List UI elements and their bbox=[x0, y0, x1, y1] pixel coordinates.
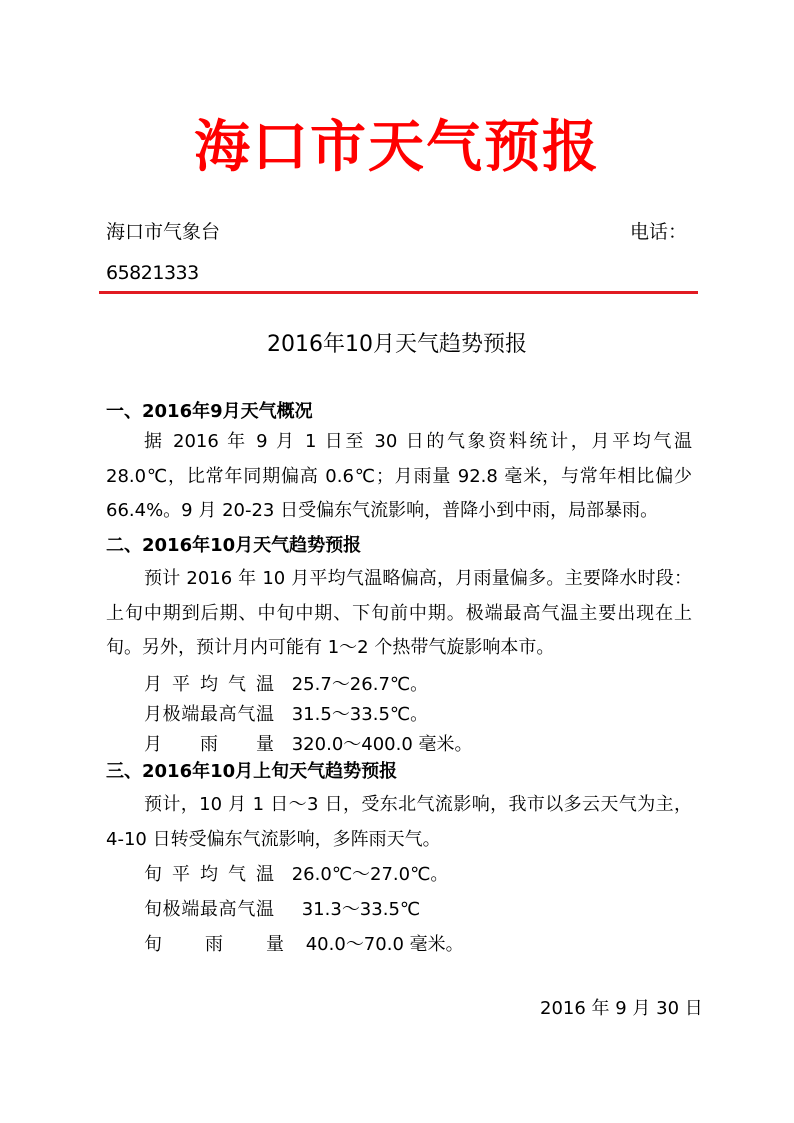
section-1-body: 据 2016 年 9 月 1 日至 30 日的气象资料统计，月平均气温 28.0℃，比常年同期偏高 0.6℃；月雨量 92.8 毫米，与常年相比偏少 66.4%。9 月 20-23 日受偏东气流影响，普降小到中雨，局部暴雨。 bbox=[106, 431, 692, 521]
stat-value: 31.3～33.5℃ bbox=[301, 899, 421, 920]
section-2-heading: 二、2016年10月天气趋势预报 bbox=[106, 535, 362, 556]
section-1-heading: 一、2016年9月天气概况 bbox=[106, 401, 313, 422]
stat-label: 月极端最高气温 bbox=[144, 704, 274, 725]
page-title: 海口市天气预报 bbox=[194, 115, 600, 180]
section-3-body: 预计，10 月 1 日～3 日，受东北气流影响，我市以多云天气为主，4-10 日转受偏东气流影响，多阵雨天气。 bbox=[106, 794, 692, 850]
stat-monthly-max-temp bbox=[144, 701, 428, 729]
section-2-body: 预计 2016 年 10 月平均气温略偏高，月雨量偏多。主要降水时段：上旬中期到后期、中旬中期、下旬前中期。极端最高气温主要出现在上旬。另外，预计月内可能有 1～2 个热带气旋影响本市。 bbox=[106, 568, 692, 658]
stat-value: 40.0～70.0 毫米。 bbox=[305, 934, 464, 955]
stat-value: 31.5～33.5℃。 bbox=[291, 704, 429, 725]
stat-dekad-max-temp bbox=[144, 896, 420, 924]
stat-label: 旬极端最高气温 bbox=[144, 899, 274, 920]
stat-label: 月雨量 bbox=[144, 734, 274, 755]
stat-value: 25.7～26.7℃。 bbox=[291, 674, 429, 695]
stat-monthly-rainfall bbox=[144, 731, 473, 759]
issue-date: 2016 年 9 月 30 日 bbox=[540, 998, 703, 1019]
issuing-office: 海口市气象台 bbox=[106, 221, 221, 243]
stat-label: 旬雨量 bbox=[144, 934, 284, 955]
stat-label: 旬平均气温 bbox=[144, 864, 274, 885]
stat-value: 26.0℃～27.0℃。 bbox=[291, 864, 449, 885]
stat-monthly-avg-temp bbox=[144, 671, 428, 699]
stat-value: 320.0～400.0 毫米。 bbox=[291, 734, 473, 755]
phone-label: 电话： bbox=[630, 221, 688, 243]
header-divider bbox=[99, 291, 698, 294]
section-3-heading: 三、2016年10月上旬天气趋势预报 bbox=[106, 761, 398, 782]
document-title: 2016年10月天气趋势预报 bbox=[267, 332, 527, 357]
stat-dekad-rainfall bbox=[144, 931, 464, 959]
stat-dekad-avg-temp bbox=[144, 861, 448, 889]
phone-number: 65821333 bbox=[106, 262, 199, 284]
stat-label: 月平均气温 bbox=[144, 674, 274, 695]
